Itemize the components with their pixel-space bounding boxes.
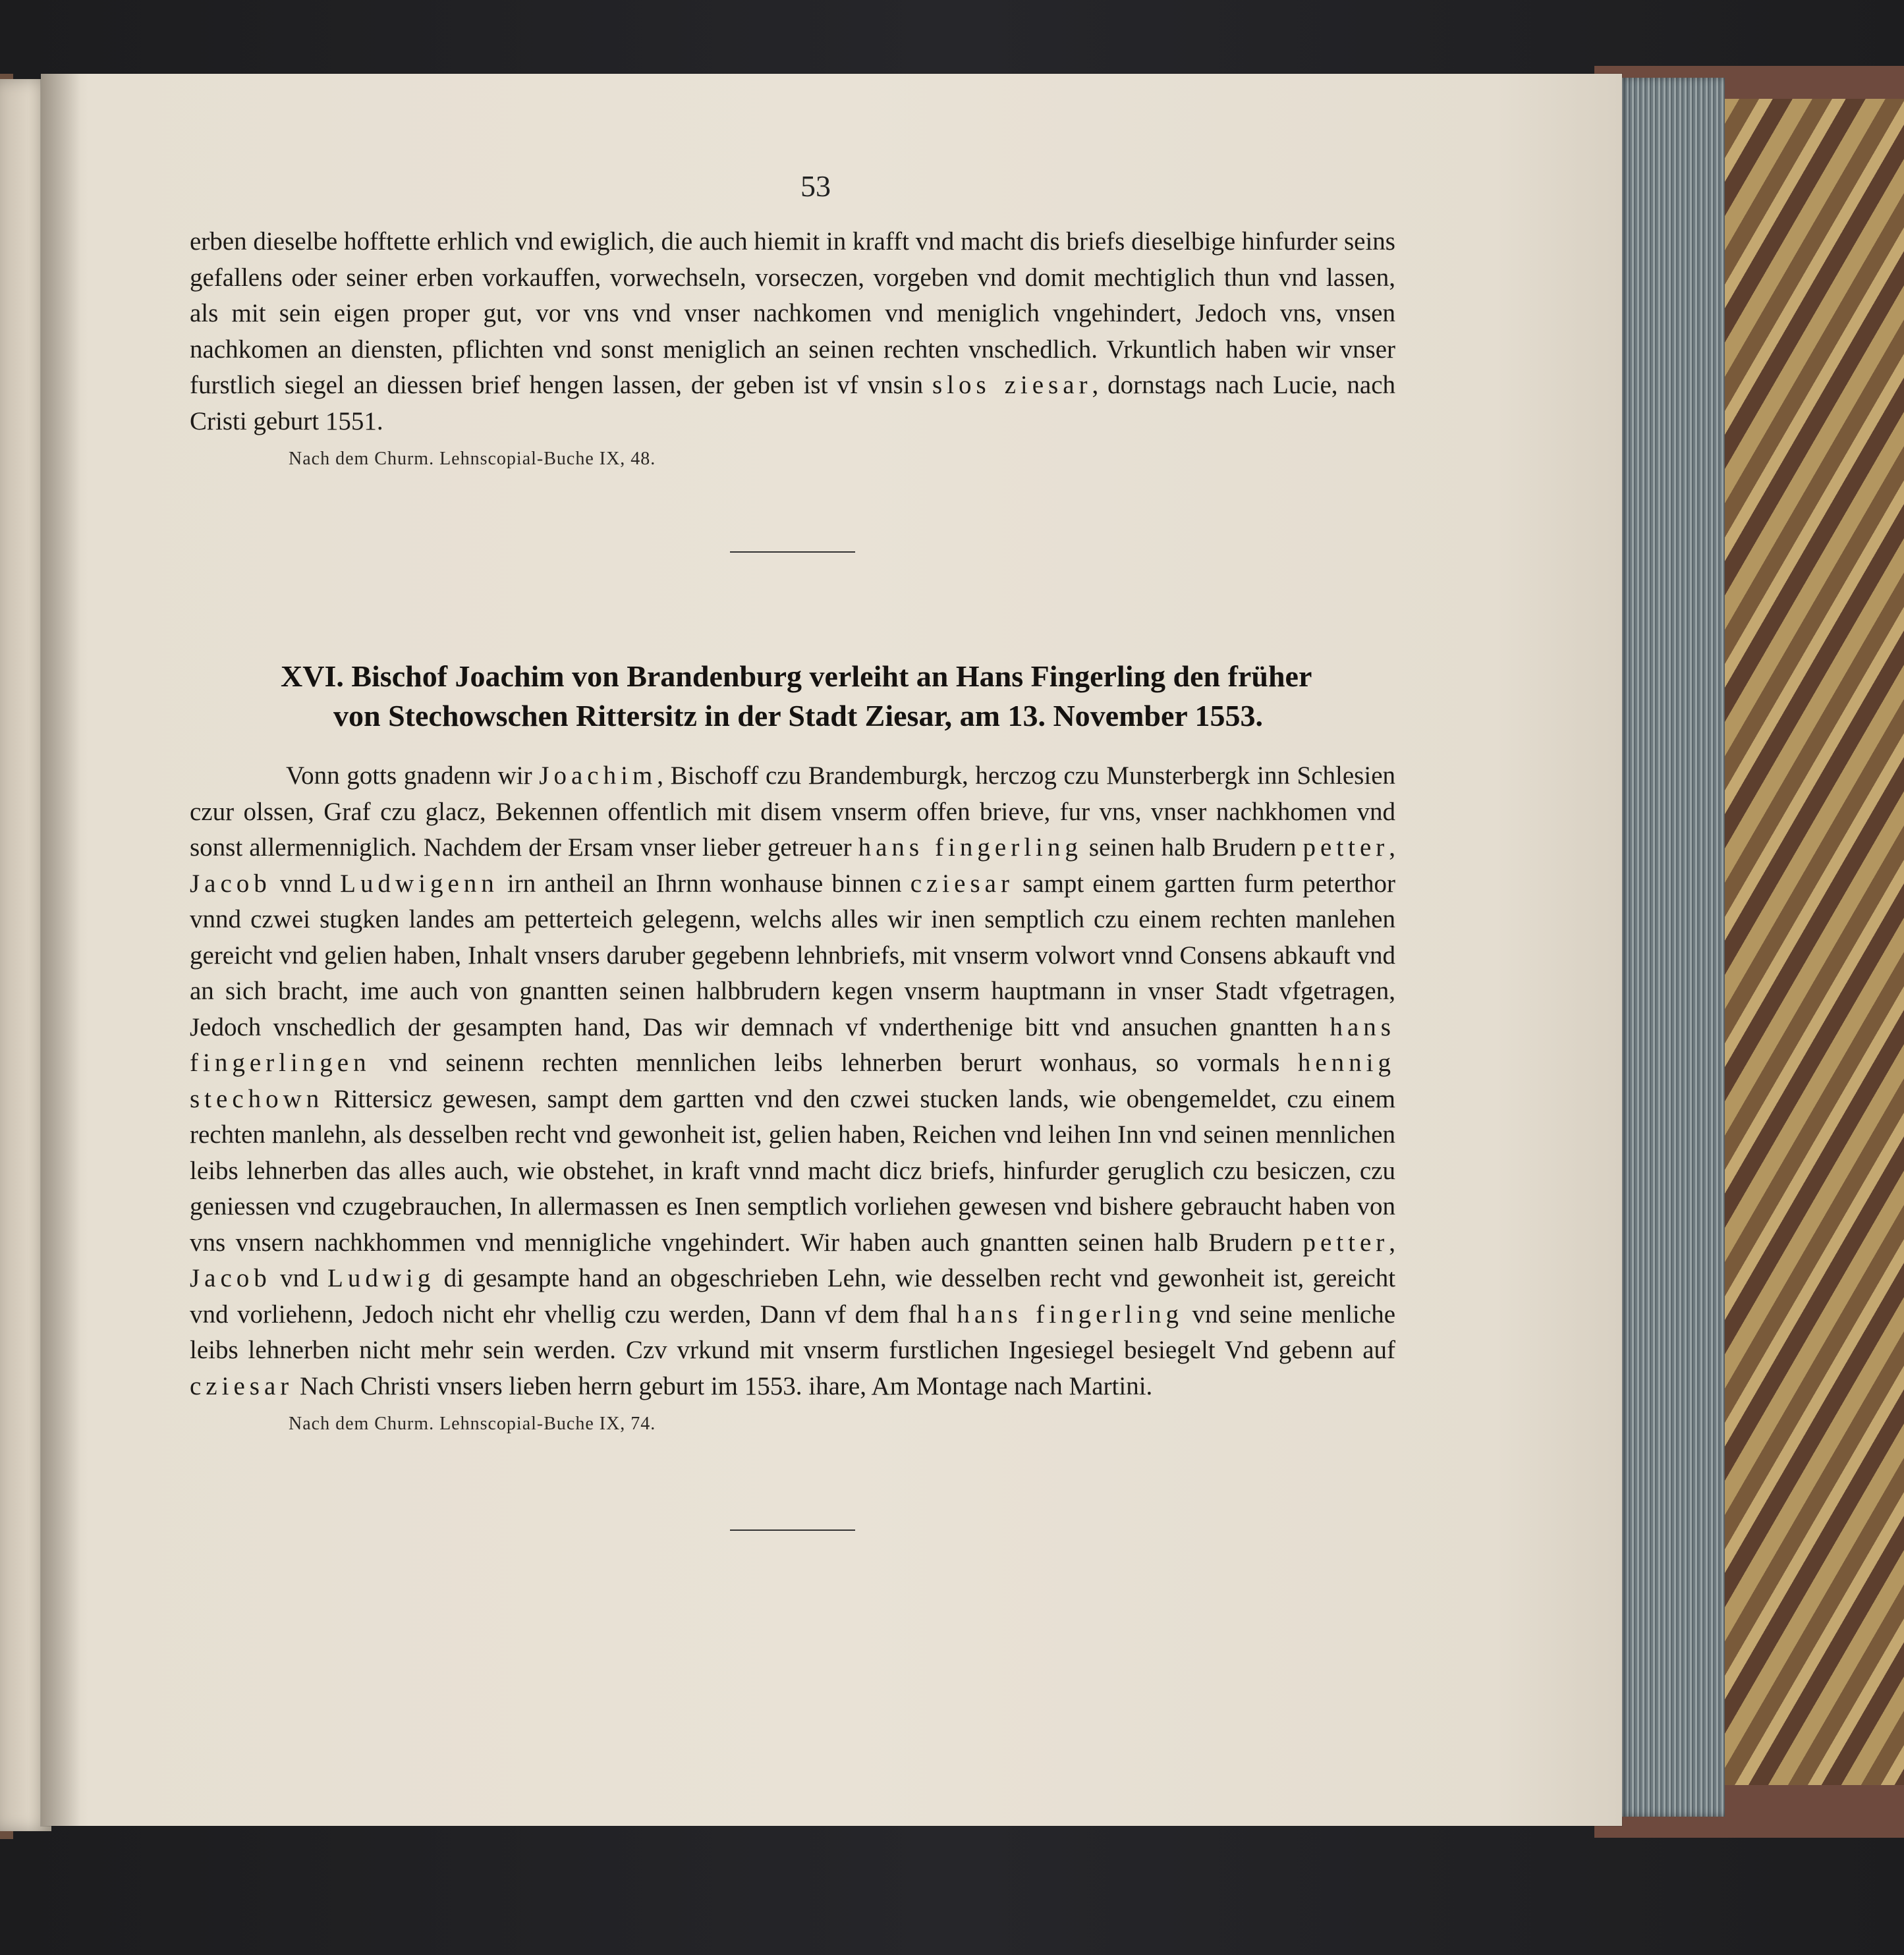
page-content bbox=[190, 166, 1395, 1531]
body-text: , bbox=[1389, 833, 1396, 862]
person-name: hans fingerling bbox=[957, 1300, 1184, 1329]
body-text: Nach Christi vnsers lieben herrn geburt im 1553. ihare, Am Montage nach Martini. bbox=[300, 1371, 1153, 1400]
body-text: vnnd bbox=[279, 869, 331, 898]
person-name: hennig stechown bbox=[190, 1049, 1396, 1113]
person-name: hans fingerling bbox=[858, 833, 1082, 862]
source-note-2: Nach dem Churm. Lehnscopial-Buche IX, 74. bbox=[289, 1414, 656, 1434]
document-heading-line-1: XVI. Bischof Joachim von Brandenburg verleiht an Hans Fingerling den früher bbox=[281, 659, 1312, 693]
para1-text: erben dieselbe hofftette erhlich vnd ewiglich, die auch hiemit in krafft vnd macht dis briefs dieselbige hinfurder seins gefallens oder seiner erben vorkauffen, vorwechseln, vorseczen, vorgeben vnd domit mechtiglich thun vnd lassen, als mit sein eigen proper gut, vor vns vnd vnser nachkomen vnd meniglich vngehindert, Jedoch vns, vnsen nachkomen an diensten, pflichten vnd sonst meniglich an seinen rechten vnschedlich. Vrkuntlich haben wir vnser furstlich siegel an diessen brief hengen lassen, der geben ist vf vnsin bbox=[190, 227, 1395, 399]
document-body bbox=[190, 758, 1395, 1404]
body-text: vnd bbox=[280, 1264, 319, 1292]
place-name: cziesar bbox=[190, 1371, 294, 1400]
person-name: petter bbox=[1302, 833, 1389, 862]
body-text: Rittersicz gewesen, sampt dem gartten vnd den czwei stucken lands, wie obengemeldet, czu einem rechten manlehn, als desselben recht vnd gewonheit ist, gelien haben, Reichen vnd leihen Inn vnd seinen mennlichen leibs lehnerben das alles auch, wie obstehet, in kraft vnnd macht dicz briefs, hinfurder geruglich czu besiczen, czu geniessen vnd czugebrauchen, In allermassen es Inen semptlich vorliehen gewesen vnd bishere gebraucht haben von vns vnsern nachkhommen vnd mennigliche vngehindert. Wir haben auch gnantten seinen halb Brudern bbox=[190, 1084, 1396, 1257]
body-text: , bbox=[1389, 1228, 1395, 1257]
document-heading-line-2: von Stechowschen Rittersitz in der Stadt Ziesar, am 13. November 1553. bbox=[333, 699, 1263, 732]
gutter-shadow bbox=[41, 74, 80, 1826]
body-text: Vonn gotts gnadenn wir bbox=[286, 761, 532, 790]
separator-rule-2 bbox=[730, 1529, 855, 1531]
person-name: Ludwigenn bbox=[340, 869, 499, 898]
page-edges-block bbox=[1619, 78, 1725, 1817]
person-name: Ludwig bbox=[327, 1264, 435, 1292]
body-text: sampt einem gartten furm peterthor vnnd czwei stugken landes am petterteich gelegenn, welchs alles wir inen semptlich czu einem rechten manlehen gereicht vnd gelien haben, Inhalt vnsers daruber gegebenn lehnbriefs, mit vnserm volwort vnnd Consens abkauft vnd an sich bracht, ime auch von gnantten seinen halbbrudern kegen vnserm hauptmann in vnser Stadt vfgetragen, Jedoch vnschedlich der gesampten hand, Das wir demnach vf vnderthenige bitt vnd ansuchen gnantten bbox=[190, 869, 1396, 1041]
paragraph-continuation bbox=[190, 224, 1395, 439]
para1-end: , dornstags nach Lucie, nach Cristi geburt 1551. bbox=[190, 371, 1396, 435]
page-number: 53 bbox=[800, 169, 831, 203]
body-text: irn antheil an Ihrnn wonhause binnen bbox=[507, 869, 902, 898]
body-text: vnd seinenn rechten mennlichen leibs lehnerben berurt wonhaus, so vormals bbox=[389, 1049, 1280, 1077]
person-name: Jacob bbox=[190, 869, 271, 898]
body-text: vnd seine menliche leibs lehnerben nicht mehr sein werden. Czv vrkund mit vnserm furstlichen Ingesiegel besiegelt Vnd gebenn auf bbox=[190, 1300, 1396, 1364]
body-text: , Bischoff czu Brandemburgk, herczog czu Munsterbergk inn Schlesien czur olssen, Graf czu glacz, Bekennen offentlich mit disem vnserm offen brieve, fur vns, vnser nachkhomen vnd sonst allermenniglich. Nachdem der Ersam vnser lieber getreuer bbox=[190, 761, 1395, 862]
person-name: Jacob bbox=[190, 1264, 271, 1292]
place-name: slos ziesar bbox=[932, 371, 1092, 399]
source-note-1: Nach dem Churm. Lehnscopial-Buche IX, 48. bbox=[289, 449, 656, 469]
body-text: di gesampte hand an obgeschrieben Lehn, wie desselben recht vnd gewonheit ist, gereicht vnd vorliehenn, Jedoch nicht ehr vhellig czu werden, Dann vf dem fhal bbox=[190, 1264, 1396, 1329]
body-text: seinen halb Brudern bbox=[1088, 833, 1297, 862]
person-name: petter bbox=[1302, 1228, 1389, 1257]
person-name: hans fingerlingen bbox=[190, 1012, 1395, 1077]
place-name: cziesar bbox=[910, 869, 1014, 898]
person-name: Joachim bbox=[539, 761, 658, 790]
marbled-endpaper bbox=[1720, 99, 1904, 1785]
